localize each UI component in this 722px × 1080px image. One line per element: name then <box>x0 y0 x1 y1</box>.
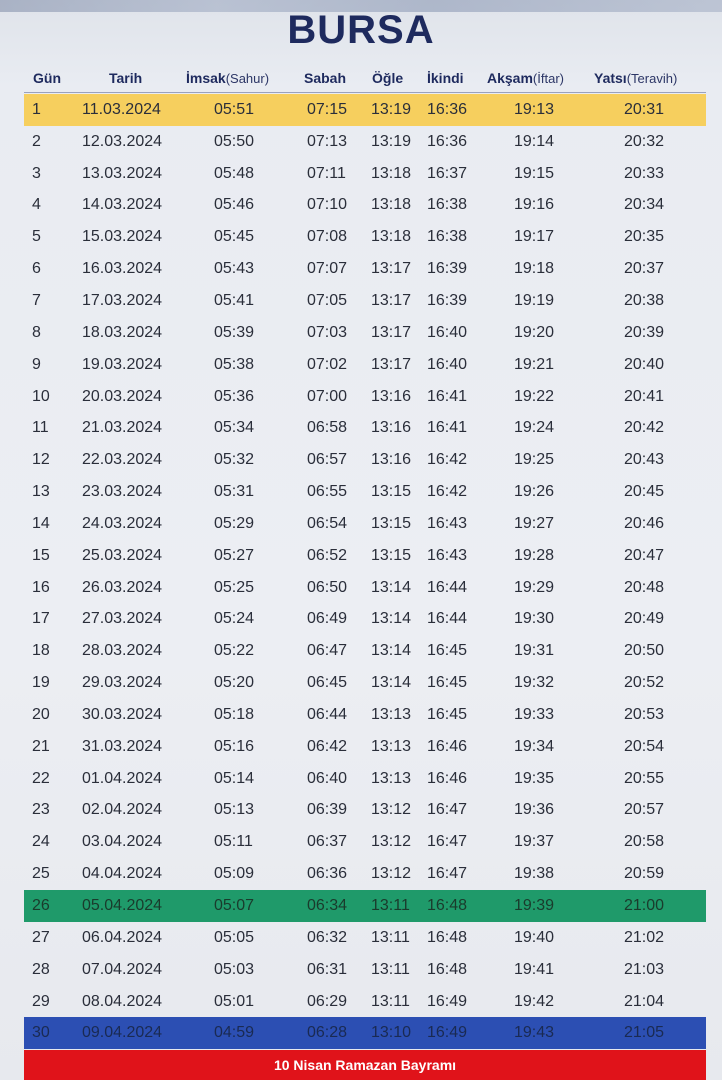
cell-yatsi: 20:43 <box>624 451 665 469</box>
table-row <box>24 508 706 540</box>
cell-ogle: 13:18 <box>371 164 412 182</box>
cell-aksam: 19:22 <box>514 387 555 405</box>
cell-sabah: 07:13 <box>307 132 348 150</box>
cell-ogle: 13:12 <box>371 833 412 851</box>
cell-ikindi: 16:38 <box>427 228 468 246</box>
table-row <box>24 540 706 572</box>
cell-gun: 10 <box>32 387 50 405</box>
cell-sabah: 07:05 <box>307 291 348 309</box>
cell-ikindi: 16:45 <box>427 705 468 723</box>
cell-tarih: 07.04.2024 <box>82 960 163 978</box>
cell-imsak: 05:34 <box>214 419 255 437</box>
cell-sabah: 06:31 <box>307 960 348 978</box>
cell-aksam: 19:32 <box>514 674 555 692</box>
table-row <box>24 826 706 858</box>
cell-gun: 18 <box>32 642 50 660</box>
cell-sabah: 06:44 <box>307 705 348 723</box>
cell-aksam: 19:17 <box>514 228 555 246</box>
cell-imsak: 05:31 <box>214 483 255 501</box>
header-ogle: Öğle <box>372 70 404 86</box>
cell-yatsi: 20:33 <box>624 164 665 182</box>
table-row <box>24 954 706 986</box>
cell-yatsi: 20:38 <box>624 291 665 309</box>
cell-aksam: 19:38 <box>514 865 555 883</box>
cell-sabah: 07:15 <box>307 100 348 118</box>
header-sabah: Sabah <box>304 70 347 86</box>
cell-sabah: 06:40 <box>307 769 348 787</box>
cell-yatsi: 20:52 <box>624 674 665 692</box>
cell-yatsi: 20:57 <box>624 801 665 819</box>
cell-tarih: 04.04.2024 <box>82 865 163 883</box>
cell-tarih: 11.03.2024 <box>82 100 161 118</box>
cell-imsak: 04:59 <box>214 1024 255 1042</box>
cell-yatsi: 20:45 <box>624 483 665 501</box>
cell-gun: 20 <box>32 705 50 723</box>
cell-ikindi: 16:47 <box>427 833 468 851</box>
table-row <box>24 667 706 699</box>
cell-ogle: 13:12 <box>371 801 412 819</box>
cell-gun: 12 <box>32 451 50 469</box>
cell-tarih: 26.03.2024 <box>82 578 163 596</box>
table-row <box>24 699 706 731</box>
cell-sabah: 06:54 <box>307 514 348 532</box>
cell-sabah: 07:02 <box>307 355 348 373</box>
cell-ogle: 13:13 <box>371 769 412 787</box>
header-imsak <box>186 70 269 86</box>
cell-imsak: 05:07 <box>214 897 255 915</box>
cell-ogle: 13:15 <box>371 514 412 532</box>
cell-imsak: 05:18 <box>214 705 255 723</box>
cell-ikindi: 16:47 <box>427 865 468 883</box>
header-aksam-label: Akşam <box>487 70 533 86</box>
cell-tarih: 30.03.2024 <box>82 705 163 723</box>
cell-ikindi: 16:42 <box>427 451 468 469</box>
cell-aksam: 19:28 <box>514 546 555 564</box>
cell-imsak: 05:29 <box>214 514 255 532</box>
table-row <box>24 731 706 763</box>
table-row <box>24 890 706 922</box>
cell-gun: 19 <box>32 674 50 692</box>
cell-tarih: 09.04.2024 <box>82 1024 163 1042</box>
cell-imsak: 05:41 <box>214 291 255 309</box>
cell-gun: 16 <box>32 578 50 596</box>
header-yatsi-sub: (Teravih) <box>626 71 678 86</box>
cell-ikindi: 16:38 <box>427 196 468 214</box>
cell-imsak: 05:48 <box>214 164 255 182</box>
cell-sabah: 06:39 <box>307 801 348 819</box>
cell-tarih: 12.03.2024 <box>82 132 163 150</box>
table-row <box>24 763 706 795</box>
cell-yatsi: 20:39 <box>624 323 665 341</box>
cell-ogle: 13:17 <box>371 323 412 341</box>
cell-gun: 26 <box>32 897 50 915</box>
cell-gun: 2 <box>32 132 41 150</box>
table-row <box>24 221 706 253</box>
table-row <box>24 858 706 890</box>
cell-yatsi: 20:58 <box>624 833 665 851</box>
table-row <box>24 285 706 317</box>
cell-imsak: 05:45 <box>214 228 255 246</box>
cell-imsak: 05:32 <box>214 451 255 469</box>
cell-aksam: 19:24 <box>514 419 555 437</box>
cell-ogle: 13:14 <box>371 674 412 692</box>
cell-imsak: 05:16 <box>214 737 255 755</box>
table-row <box>24 381 706 413</box>
table-row <box>24 253 706 285</box>
cell-ikindi: 16:48 <box>427 928 468 946</box>
cell-aksam: 19:31 <box>514 642 555 660</box>
cell-imsak: 05:39 <box>214 323 255 341</box>
cell-gun: 30 <box>32 1024 50 1042</box>
cell-tarih: 21.03.2024 <box>82 419 163 437</box>
cell-ogle: 13:19 <box>371 132 412 150</box>
cell-tarih: 14.03.2024 <box>82 196 163 214</box>
header-imsak-label: İmsak <box>186 70 226 86</box>
cell-aksam: 19:30 <box>514 610 555 628</box>
cell-sabah: 06:42 <box>307 737 348 755</box>
header-tarih: Tarih <box>109 70 143 86</box>
cell-sabah: 07:10 <box>307 196 348 214</box>
cell-imsak: 05:20 <box>214 674 255 692</box>
cell-yatsi: 21:05 <box>624 1024 665 1042</box>
cell-imsak: 05:09 <box>214 865 255 883</box>
cell-sabah: 06:34 <box>307 897 348 915</box>
table-row <box>24 922 706 954</box>
cell-sabah: 07:03 <box>307 323 348 341</box>
cell-aksam: 19:16 <box>514 196 555 214</box>
cell-sabah: 06:58 <box>307 419 348 437</box>
table-row <box>24 635 706 667</box>
table-row <box>24 158 706 190</box>
cell-sabah: 06:57 <box>307 451 348 469</box>
cell-imsak: 05:43 <box>214 260 255 278</box>
cell-ogle: 13:14 <box>371 642 412 660</box>
header-divider <box>24 92 706 93</box>
cell-gun: 9 <box>32 355 41 373</box>
header-imsak-sub: (Sahur) <box>225 71 270 86</box>
cell-tarih: 16.03.2024 <box>82 260 163 278</box>
cell-ikindi: 16:36 <box>427 132 468 150</box>
cell-ikindi: 16:45 <box>427 642 468 660</box>
cell-yatsi: 21:02 <box>624 928 665 946</box>
timetable-body <box>24 94 706 1049</box>
cell-aksam: 19:20 <box>514 323 555 341</box>
cell-imsak: 05:13 <box>214 801 255 819</box>
cell-ogle: 13:11 <box>371 897 410 915</box>
table-row <box>24 190 706 222</box>
header-aksam-sub: (İftar) <box>532 71 564 86</box>
table-row <box>24 604 706 636</box>
cell-imsak: 05:51 <box>214 100 255 118</box>
cell-aksam: 19:15 <box>514 164 555 182</box>
cell-yatsi: 20:34 <box>624 196 665 214</box>
table-row <box>24 572 706 604</box>
cell-aksam: 19:14 <box>514 132 555 150</box>
cell-ikindi: 16:44 <box>427 578 468 596</box>
cell-tarih: 22.03.2024 <box>82 451 163 469</box>
cell-sabah: 06:32 <box>307 928 348 946</box>
cell-ikindi: 16:46 <box>427 737 468 755</box>
cell-ogle: 13:13 <box>371 737 412 755</box>
cell-gun: 22 <box>32 769 50 787</box>
table-row <box>24 1017 706 1049</box>
cell-ikindi: 16:49 <box>427 1024 468 1042</box>
cell-tarih: 27.03.2024 <box>82 610 163 628</box>
cell-yatsi: 20:54 <box>624 737 665 755</box>
cell-ikindi: 16:41 <box>427 387 468 405</box>
cell-aksam: 19:19 <box>514 291 555 309</box>
cell-tarih: 17.03.2024 <box>82 291 163 309</box>
cell-aksam: 19:33 <box>514 705 555 723</box>
cell-yatsi: 20:49 <box>624 610 665 628</box>
cell-aksam: 19:13 <box>514 100 555 118</box>
cell-yatsi: 21:03 <box>624 960 665 978</box>
cell-tarih: 19.03.2024 <box>82 355 163 373</box>
cell-gun: 6 <box>32 260 41 278</box>
cell-aksam: 19:21 <box>514 355 555 373</box>
cell-yatsi: 20:42 <box>624 419 665 437</box>
cell-tarih: 03.04.2024 <box>82 833 163 851</box>
cell-tarih: 18.03.2024 <box>82 323 163 341</box>
cell-gun: 14 <box>32 514 50 532</box>
header-ikindi: İkindi <box>427 70 464 86</box>
table-header <box>24 66 706 92</box>
cell-yatsi: 20:37 <box>624 260 665 278</box>
cell-aksam: 19:18 <box>514 260 555 278</box>
cell-sabah: 06:37 <box>307 833 348 851</box>
cell-yatsi: 20:59 <box>624 865 665 883</box>
cell-ikindi: 16:43 <box>427 546 468 564</box>
cell-ikindi: 16:47 <box>427 801 468 819</box>
table-row <box>24 795 706 827</box>
cell-tarih: 05.04.2024 <box>82 897 163 915</box>
cell-tarih: 29.03.2024 <box>82 674 163 692</box>
table-row <box>24 94 706 126</box>
cell-ikindi: 16:40 <box>427 355 468 373</box>
cell-ikindi: 16:36 <box>427 100 468 118</box>
cell-yatsi: 20:46 <box>624 514 665 532</box>
cell-ikindi: 16:39 <box>427 291 468 309</box>
cell-ikindi: 16:42 <box>427 483 468 501</box>
cell-sabah: 06:52 <box>307 546 348 564</box>
cell-ogle: 13:11 <box>371 992 410 1010</box>
table-row <box>24 444 706 476</box>
cell-aksam: 19:25 <box>514 451 555 469</box>
cell-yatsi: 20:41 <box>624 387 665 405</box>
cell-imsak: 05:22 <box>214 642 255 660</box>
cell-ogle: 13:11 <box>371 928 410 946</box>
cell-ikindi: 16:48 <box>427 897 468 915</box>
cell-tarih: 13.03.2024 <box>82 164 163 182</box>
cell-tarih: 01.04.2024 <box>82 769 163 787</box>
cell-tarih: 31.03.2024 <box>82 737 163 755</box>
cell-sabah: 07:11 <box>307 164 346 182</box>
cell-gun: 28 <box>32 960 50 978</box>
cell-yatsi: 20:48 <box>624 578 665 596</box>
cell-gun: 8 <box>32 323 41 341</box>
cell-aksam: 19:39 <box>514 897 555 915</box>
cell-ogle: 13:11 <box>371 960 410 978</box>
cell-gun: 3 <box>32 164 41 182</box>
table-row <box>24 126 706 158</box>
cell-ikindi: 16:45 <box>427 674 468 692</box>
cell-imsak: 05:38 <box>214 355 255 373</box>
cell-sabah: 06:55 <box>307 483 348 501</box>
cell-ogle: 13:14 <box>371 578 412 596</box>
cell-tarih: 23.03.2024 <box>82 483 163 501</box>
cell-gun: 29 <box>32 992 50 1010</box>
table-row <box>24 476 706 508</box>
cell-sabah: 07:00 <box>307 387 348 405</box>
cell-gun: 17 <box>32 610 50 628</box>
cell-ogle: 13:16 <box>371 387 412 405</box>
cell-gun: 7 <box>32 291 41 309</box>
cell-tarih: 28.03.2024 <box>82 642 163 660</box>
cell-tarih: 08.04.2024 <box>82 992 163 1010</box>
cell-yatsi: 21:00 <box>624 897 665 915</box>
cell-yatsi: 20:31 <box>624 100 665 118</box>
cell-imsak: 05:11 <box>214 833 253 851</box>
cell-aksam: 19:35 <box>514 769 555 787</box>
cell-gun: 15 <box>32 546 50 564</box>
header-aksam <box>487 70 564 86</box>
cell-ogle: 13:12 <box>371 865 412 883</box>
cell-ogle: 13:16 <box>371 419 412 437</box>
cell-aksam: 19:36 <box>514 801 555 819</box>
cell-ikindi: 16:46 <box>427 769 468 787</box>
cell-imsak: 05:25 <box>214 578 255 596</box>
cell-gun: 1 <box>32 100 41 118</box>
cell-aksam: 19:27 <box>514 514 555 532</box>
table-row <box>24 412 706 444</box>
cell-ogle: 13:17 <box>371 355 412 373</box>
cell-sabah: 06:47 <box>307 642 348 660</box>
cell-gun: 5 <box>32 228 41 246</box>
cell-ogle: 13:15 <box>371 483 412 501</box>
cell-sabah: 06:50 <box>307 578 348 596</box>
cell-ikindi: 16:37 <box>427 164 468 182</box>
cell-sabah: 07:07 <box>307 260 348 278</box>
cell-gun: 11 <box>32 419 49 437</box>
cell-ogle: 13:19 <box>371 100 412 118</box>
cell-imsak: 05:03 <box>214 960 255 978</box>
cell-tarih: 06.04.2024 <box>82 928 163 946</box>
cell-gun: 25 <box>32 865 50 883</box>
cell-sabah: 06:49 <box>307 610 348 628</box>
cell-yatsi: 20:53 <box>624 705 665 723</box>
cell-ikindi: 16:43 <box>427 514 468 532</box>
cell-ogle: 13:17 <box>371 291 412 309</box>
cell-sabah: 06:45 <box>307 674 348 692</box>
cell-gun: 4 <box>32 196 41 214</box>
cell-imsak: 05:50 <box>214 132 255 150</box>
table-row <box>24 986 706 1018</box>
cell-imsak: 05:27 <box>214 546 255 564</box>
cell-aksam: 19:26 <box>514 483 555 501</box>
cell-aksam: 19:37 <box>514 833 555 851</box>
page-title: BURSA <box>287 8 435 52</box>
cell-imsak: 05:24 <box>214 610 255 628</box>
cell-imsak: 05:46 <box>214 196 255 214</box>
cell-yatsi: 20:40 <box>624 355 665 373</box>
cell-aksam: 19:42 <box>514 992 555 1010</box>
cell-gun: 23 <box>32 801 50 819</box>
cell-ogle: 13:17 <box>371 260 412 278</box>
cell-aksam: 19:43 <box>514 1024 555 1042</box>
cell-ogle: 13:10 <box>371 1024 412 1042</box>
cell-ikindi: 16:41 <box>427 419 468 437</box>
cell-ogle: 13:13 <box>371 705 412 723</box>
header-yatsi-label: Yatsı <box>594 70 627 86</box>
cell-imsak: 05:05 <box>214 928 255 946</box>
cell-aksam: 19:34 <box>514 737 555 755</box>
cell-sabah: 07:08 <box>307 228 348 246</box>
cell-ikindi: 16:44 <box>427 610 468 628</box>
cell-gun: 13 <box>32 483 50 501</box>
header-yatsi <box>594 70 677 86</box>
cell-ogle: 13:18 <box>371 196 412 214</box>
cell-sabah: 06:29 <box>307 992 348 1010</box>
cell-aksam: 19:29 <box>514 578 555 596</box>
cell-yatsi: 21:04 <box>624 992 665 1010</box>
cell-ogle: 13:14 <box>371 610 412 628</box>
cell-gun: 21 <box>32 737 50 755</box>
cell-yatsi: 20:32 <box>624 132 665 150</box>
cell-yatsi: 20:55 <box>624 769 665 787</box>
cell-gun: 27 <box>32 928 50 946</box>
cell-aksam: 19:41 <box>514 960 555 978</box>
cell-tarih: 15.03.2024 <box>82 228 163 246</box>
cell-sabah: 06:36 <box>307 865 348 883</box>
cell-ikindi: 16:39 <box>427 260 468 278</box>
cell-yatsi: 20:50 <box>624 642 665 660</box>
cell-tarih: 24.03.2024 <box>82 514 163 532</box>
cell-gun: 24 <box>32 833 50 851</box>
cell-imsak: 05:01 <box>214 992 255 1010</box>
cell-ikindi: 16:40 <box>427 323 468 341</box>
header-gun: Gün <box>33 70 61 86</box>
cell-ogle: 13:18 <box>371 228 412 246</box>
cell-tarih: 02.04.2024 <box>82 801 163 819</box>
cell-tarih: 25.03.2024 <box>82 546 163 564</box>
cell-imsak: 05:14 <box>214 769 255 787</box>
cell-imsak: 05:36 <box>214 387 255 405</box>
cell-sabah: 06:28 <box>307 1024 348 1042</box>
cell-ogle: 13:16 <box>371 451 412 469</box>
cell-tarih: 20.03.2024 <box>82 387 163 405</box>
cell-ikindi: 16:49 <box>427 992 468 1010</box>
table-row <box>24 317 706 349</box>
cell-ogle: 13:15 <box>371 546 412 564</box>
cell-aksam: 19:40 <box>514 928 555 946</box>
footer-banner: 10 Nisan Ramazan Bayramı <box>24 1050 706 1080</box>
table-row <box>24 349 706 381</box>
cell-yatsi: 20:35 <box>624 228 665 246</box>
cell-ikindi: 16:48 <box>427 960 468 978</box>
cell-yatsi: 20:47 <box>624 546 665 564</box>
